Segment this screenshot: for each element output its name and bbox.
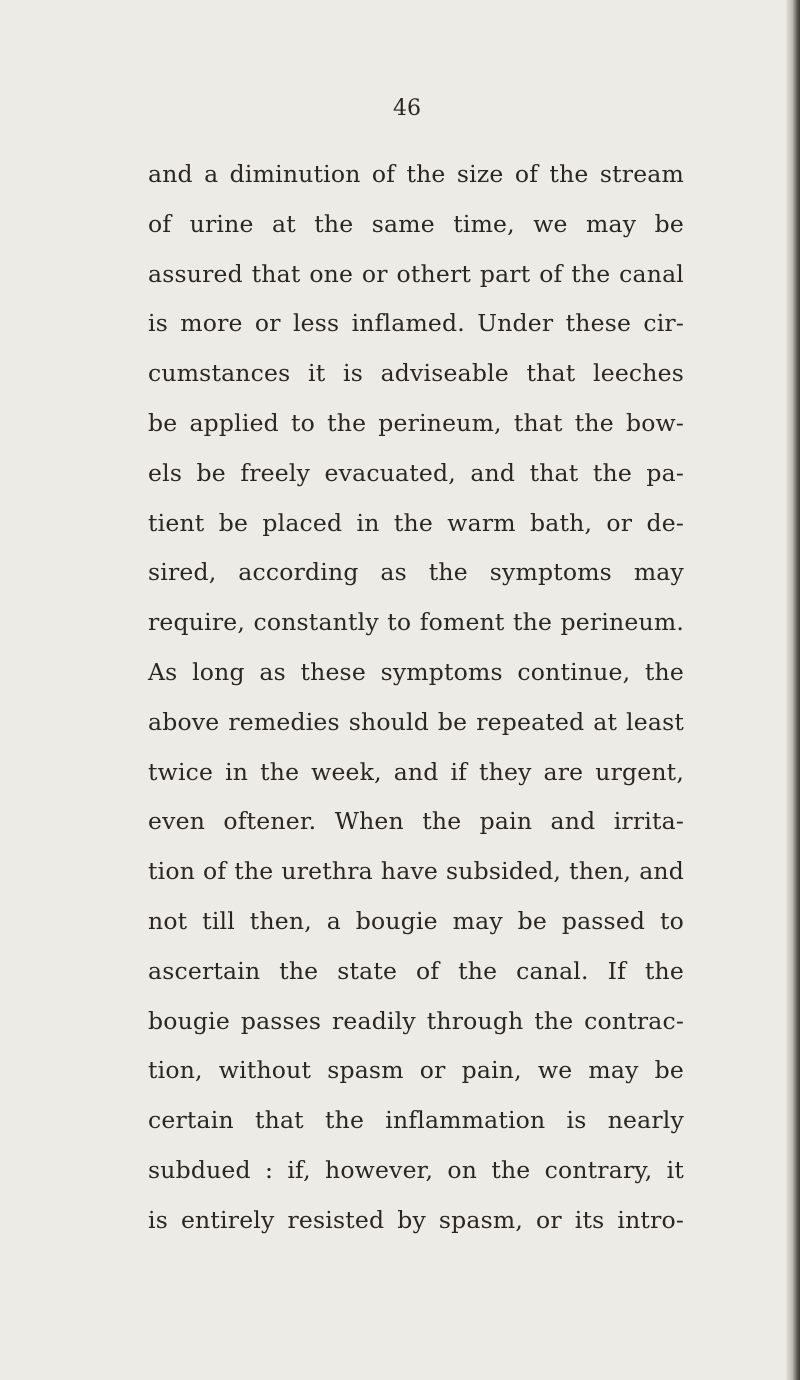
text-line: be applied to the perineum, that the bow- [148, 408, 684, 437]
text-line: above remedies should be repeated at least [148, 707, 684, 736]
text-line: assured that one or othert part of the canal [148, 259, 684, 288]
text-line: twice in the week, and if they are urgent, [148, 757, 684, 786]
text-line: sired, according as the symptoms may [148, 558, 684, 587]
text-line: cumstances it is adviseable that leeches [148, 359, 684, 388]
text-line: tion, without spasm or pain, we may be [148, 1056, 684, 1085]
text-line: not till then, a bougie may be passed to [148, 906, 684, 935]
text-line: is entirely resisted by spasm, or its intro- [148, 1205, 684, 1234]
text-line: bougie passes readily through the contrac- [148, 1006, 684, 1035]
text-line: require, constantly to foment the perineum. [148, 608, 684, 637]
text-line: even oftener. When the pain and irrita- [148, 807, 684, 836]
page-number: 46 [393, 96, 421, 121]
text-line: tient be placed in the warm bath, or de- [148, 508, 684, 537]
page-edge-shadow [786, 0, 800, 1380]
text-line: of urine at the same time, we may be [148, 209, 684, 238]
text-line: As long as these symptoms continue, the [148, 657, 684, 686]
text-line: els be freely evacuated, and that the pa- [148, 458, 684, 487]
text-line: certain that the inflammation is nearly [148, 1106, 684, 1135]
body-text [148, 158, 684, 1254]
text-line: is more or less inflamed. Under these cir- [148, 309, 684, 338]
text-line: ascertain the state of the canal. If the [148, 956, 684, 985]
text-line: subdued : if, however, on the contrary, it [148, 1155, 684, 1184]
text-line: and a diminution of the size of the stream [148, 160, 684, 188]
text-line: tion of the urethra have subsided, then, and [148, 857, 684, 886]
